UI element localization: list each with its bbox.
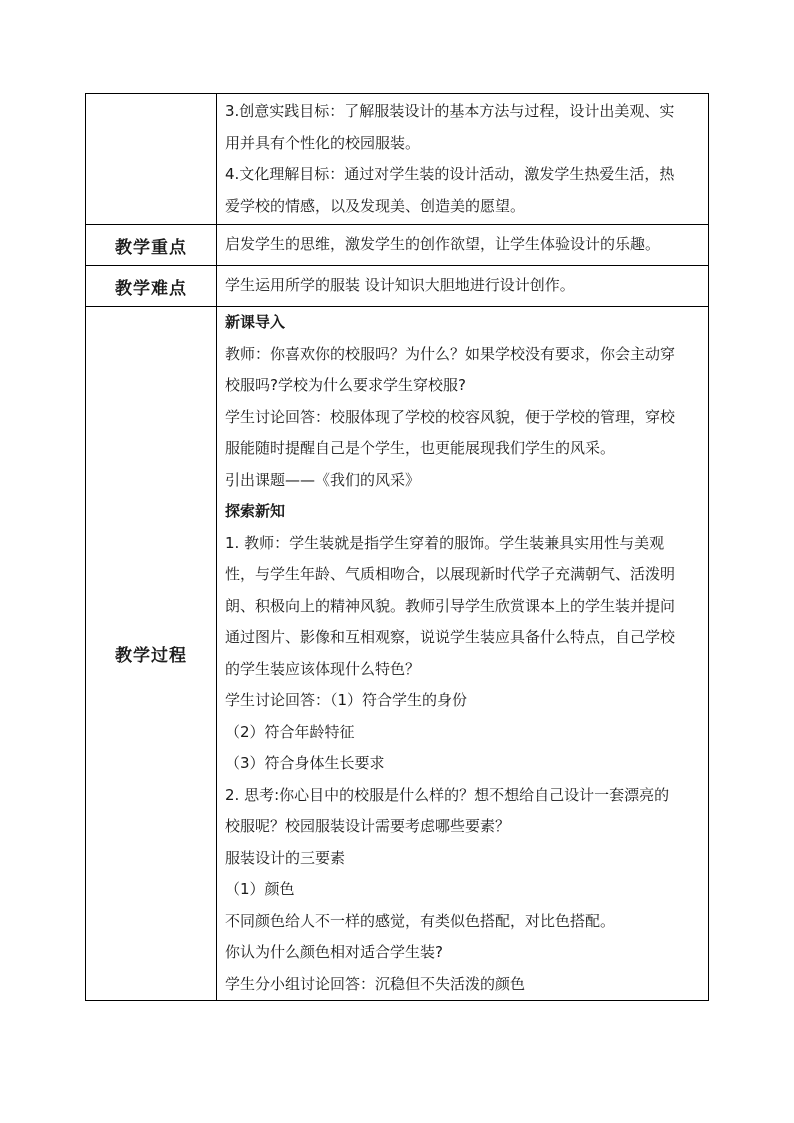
objectives-row bbox=[86, 94, 709, 225]
process-line: （1）颜色 bbox=[225, 880, 295, 898]
key-point-row bbox=[86, 225, 709, 266]
objective-3-line-2: 用并具有个性化的校园服装。 bbox=[225, 133, 421, 152]
lesson-plan-table bbox=[85, 93, 709, 1001]
process-line: 校服呢？校园服装设计需要考虑哪些要素？ bbox=[225, 817, 511, 835]
difficulty-row bbox=[86, 266, 709, 307]
process-line: 学生讨论回答：校服体现了学校的校容风貌，便于学校的管理，穿校 bbox=[225, 407, 676, 426]
process-label: 教学过程 bbox=[86, 307, 217, 1001]
process-line: 通过图片、影像和互相观察，说说学生装应具备什么特点，自己学校 bbox=[225, 628, 676, 646]
key-point-text: 启发学生的思维，激发学生的创作欲望，让学生体验设计的乐趣。 bbox=[217, 225, 709, 266]
objective-4-line-2: 爱学校的情感，以及发现美、创造美的愿望。 bbox=[225, 196, 526, 215]
process-lines bbox=[225, 307, 702, 1000]
process-line: 你认为什么颜色相对适合学生装? bbox=[225, 943, 443, 961]
difficulty-text: 学生运用所学的服装 设计知识大胆地进行设计创作。 bbox=[217, 266, 709, 307]
section-heading: 新课导入 bbox=[225, 313, 286, 331]
process-line: 校服吗?学校为什么要求学生穿校服? bbox=[225, 376, 466, 394]
process-line: 服装设计的三要素 bbox=[225, 848, 346, 867]
difficulty-label: 教学难点 bbox=[86, 266, 217, 307]
process-line: 服能随时提醒自己是个学生，也更能展现我们学生的风采。 bbox=[225, 439, 616, 457]
objectives-cell bbox=[217, 94, 709, 225]
process-cell bbox=[217, 307, 709, 1001]
process-line: 引出课题——《我们的风采》 bbox=[225, 470, 421, 489]
objectives-label-cell bbox=[86, 94, 217, 225]
process-line: （2）符合年龄特征 bbox=[225, 722, 355, 741]
process-line: 1. 教师：学生装就是指学生穿着的服饰。学生装兼具实用性与美观 bbox=[225, 533, 665, 552]
process-line: 不同颜色给人不一样的感觉，有类似色搭配，对比色搭配。 bbox=[225, 911, 616, 930]
process-line: （3）符合身体生长要求 bbox=[225, 754, 385, 772]
process-line: 2. 思考:你心目中的校服是什么样的？想不想给自己设计一套漂亮的 bbox=[225, 785, 670, 804]
section-heading: 探索新知 bbox=[225, 502, 286, 520]
process-line: 学生分小组讨论回答：沉稳但不失活泼的颜色 bbox=[225, 974, 526, 993]
process-line: 性，与学生年龄、气质相吻合，以展现新时代学子充满朝气、活泼明 bbox=[225, 565, 676, 583]
process-row bbox=[86, 307, 709, 1001]
key-point-label: 教学重点 bbox=[86, 225, 217, 266]
objective-3-line-1: 3.创意实践目标：了解服装设计的基本方法与过程，设计出美观、实 bbox=[225, 102, 675, 120]
process-line: 教师：你喜欢你的校服吗？为什么？如果学校没有要求，你会主动穿 bbox=[225, 344, 676, 363]
process-line: 朗、积极向上的精神风貌。教师引导学生欣赏课本上的学生装并提问 bbox=[225, 596, 676, 615]
process-line: 的学生装应该体现什么特色？ bbox=[225, 659, 421, 678]
objective-4-line-1: 4.文化理解目标：通过对学生装的设计活动，激发学生热爱生活，热 bbox=[225, 165, 675, 183]
process-line: 学生讨论回答：（1）符合学生的身份 bbox=[225, 691, 468, 709]
